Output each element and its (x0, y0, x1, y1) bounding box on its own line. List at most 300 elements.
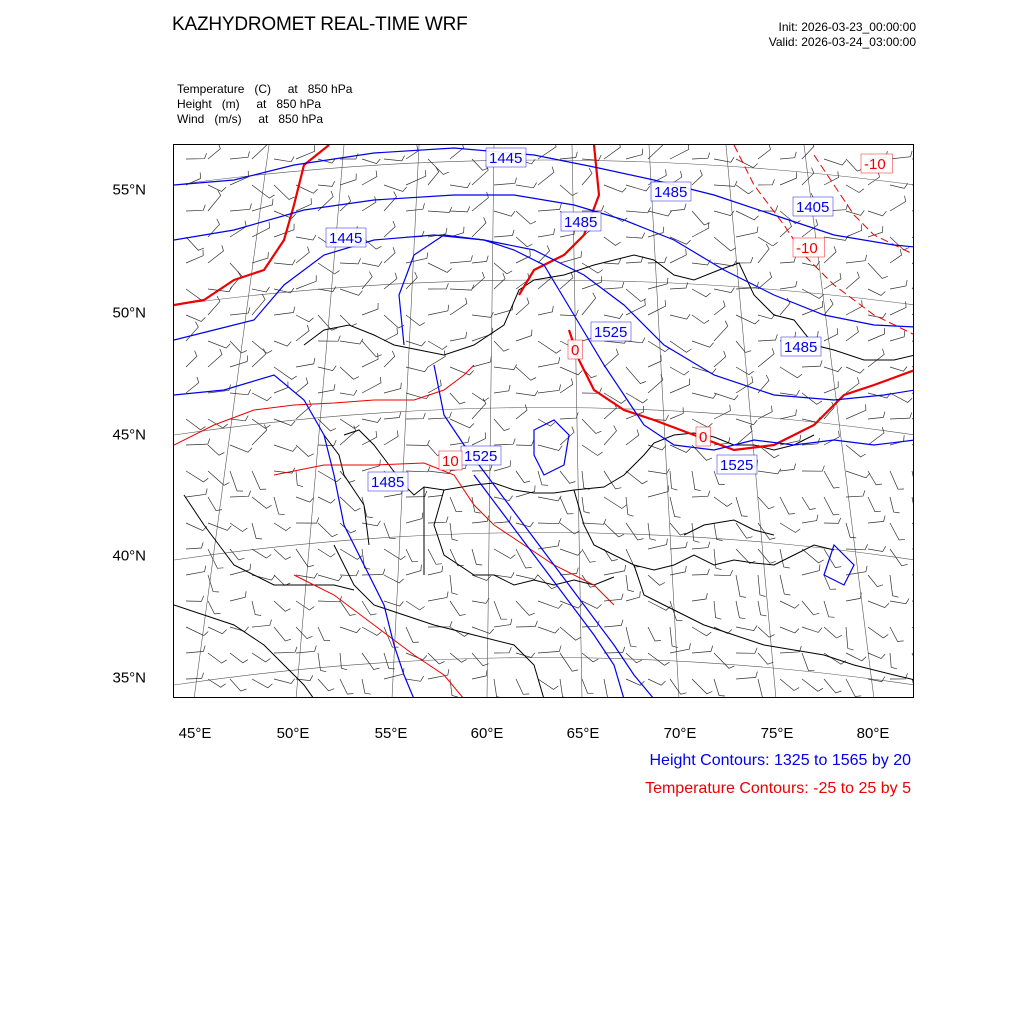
wind-barb (538, 518, 561, 524)
wind-barb (780, 390, 800, 395)
lat-lon-grid (174, 145, 914, 698)
wind-barb (406, 513, 423, 523)
wind-barb (406, 367, 428, 372)
wind-barb (692, 627, 711, 636)
wind-barb (736, 367, 754, 375)
wind-barb (890, 237, 909, 250)
wind-barb (626, 523, 644, 540)
wind-barb (626, 497, 634, 516)
wind-barb (318, 366, 336, 371)
wind-barb (186, 489, 207, 498)
wind-barb (582, 445, 603, 456)
chart-title: KAZHYDROMET REAL-TIME WRF (172, 14, 468, 35)
height-contour-closed-1545 (534, 420, 569, 475)
wind-barb (362, 159, 380, 164)
wind-barb (384, 221, 395, 237)
wind-barb (428, 167, 439, 185)
wind-barb (560, 627, 581, 640)
wind-barb (208, 653, 227, 663)
wind-barb (604, 426, 617, 446)
wind-barb (912, 599, 914, 604)
temperature-contour-legend: Temperature Contours: -25 to 25 by 5 (645, 780, 911, 797)
wind-barb (252, 393, 271, 401)
wind-barb (692, 569, 709, 575)
wind-barb (648, 300, 666, 315)
wind-barb (252, 199, 273, 211)
wind-barb (670, 367, 689, 375)
wind-barb (758, 145, 771, 159)
wind-barb (318, 575, 342, 581)
wind-barb (252, 497, 272, 508)
wind-barb (494, 365, 517, 370)
wind-barb (274, 382, 288, 394)
wind-barb (604, 145, 620, 159)
lon-label-75: 75°E (760, 725, 794, 742)
wind-barb (626, 627, 637, 647)
wind-barb (692, 170, 702, 185)
wind-barb (340, 174, 356, 185)
wind-barb (560, 679, 568, 698)
wind-barb (230, 523, 247, 532)
wind-barb (406, 676, 424, 681)
wind-barb (648, 486, 669, 497)
wind-barb (538, 245, 550, 263)
wind-barb (868, 211, 886, 216)
wind-barb (846, 523, 856, 538)
wind-barb (274, 341, 291, 346)
wind-barb (406, 315, 425, 326)
wind-barb (186, 153, 207, 159)
wind-field-label: Wind (m/s) at 850 hPa (177, 112, 324, 126)
wind-barb (868, 349, 884, 367)
parallel-55 (174, 160, 914, 185)
wind-barb (340, 523, 356, 533)
wind-barb (824, 328, 838, 341)
lat-label-55: 55°N (112, 181, 146, 199)
wind-barb (538, 357, 560, 367)
wind-barb (384, 412, 401, 419)
wind-barb (406, 145, 418, 159)
wind-barb (846, 593, 861, 602)
wind-barb (582, 168, 592, 185)
wind-barb (362, 272, 372, 290)
wind-barb (890, 249, 902, 263)
wind-barb (340, 426, 356, 445)
wind-barb (296, 445, 314, 456)
wind-barb (186, 315, 205, 322)
wind-barb (538, 385, 561, 394)
wind-barb (626, 207, 651, 212)
wind-barb (428, 341, 447, 350)
wind-barb (604, 565, 626, 575)
wind-barb (230, 591, 246, 601)
lat-label-45: 45°N (112, 426, 146, 444)
wind-barb (824, 497, 839, 515)
wind-barb (538, 646, 561, 653)
wind-barb (626, 393, 648, 403)
wind-barb (912, 471, 914, 493)
wind-barb (758, 653, 773, 664)
wind-barb (538, 204, 561, 211)
wind-barb (406, 203, 425, 211)
wind-barb (472, 312, 493, 317)
wind-barb (736, 227, 758, 238)
wind-barb (186, 471, 208, 482)
wind-barb (824, 381, 838, 393)
height-contour-1485 (174, 235, 914, 400)
wind-barb (494, 647, 511, 653)
wind-barb (472, 670, 487, 679)
wind-barb (758, 314, 775, 319)
wind-barb (340, 497, 360, 511)
lon-label-80: 80°E (856, 725, 890, 742)
wind-barb (406, 466, 430, 472)
wind-barb (362, 521, 380, 526)
wind-barb (494, 439, 515, 446)
wind-barb (670, 314, 690, 319)
wind-barb (252, 287, 270, 292)
wind-barb (230, 679, 246, 691)
wind-barb (670, 523, 686, 535)
wind-barb (802, 515, 818, 523)
wind-barb (890, 653, 897, 669)
wind-barb (780, 409, 797, 419)
wind-barb (912, 237, 914, 247)
wind-barb (406, 272, 417, 289)
wind-barb (802, 549, 824, 563)
wind-barb (186, 237, 204, 250)
wind-barb (780, 152, 796, 159)
wind-barb (736, 497, 748, 516)
wind-barb (868, 627, 888, 638)
wind-barb (824, 549, 841, 568)
wind-barb (670, 643, 690, 653)
wind-barb (692, 367, 716, 373)
wind-barb (230, 564, 251, 575)
wind-barb (450, 523, 458, 541)
wind-barb (340, 653, 347, 670)
map-canvas (174, 145, 914, 698)
temperature-contour-10b (274, 463, 614, 605)
wind-barb (670, 204, 686, 211)
wind-barb (890, 331, 905, 341)
wind-barb (208, 601, 221, 614)
wind-barb (802, 653, 815, 671)
wind-barb (208, 679, 226, 687)
wind-barb (450, 497, 462, 512)
wind-barb (648, 211, 672, 216)
wind-barb (604, 282, 624, 289)
temperature-contour-15 (294, 575, 464, 698)
wind-barb (714, 523, 723, 541)
wind-barb (670, 542, 687, 549)
wind-barb (186, 566, 206, 575)
wind-barb (384, 192, 397, 211)
wind-barb (450, 367, 474, 375)
wind-barb (868, 653, 885, 659)
wind-barb (692, 679, 712, 694)
wind-barb (846, 445, 866, 457)
lat-label-35: 35°N (112, 669, 146, 687)
wind-barb (670, 379, 690, 393)
wind-barb (208, 445, 224, 455)
wind-barb (824, 471, 840, 488)
wind-barb (274, 224, 294, 237)
wind-barb (208, 245, 224, 263)
wind-barb (692, 153, 710, 160)
wind-barb (736, 257, 753, 263)
wind-barb (648, 374, 663, 393)
wind-barb (296, 549, 314, 567)
wind-barb (582, 679, 594, 693)
wind-barb (824, 246, 836, 263)
wind-barb (560, 367, 582, 375)
wind-barb (802, 679, 823, 691)
wind-barb (846, 185, 864, 193)
wind-barb (538, 419, 555, 426)
wind-barb (824, 431, 839, 445)
wind-barb (912, 351, 914, 367)
forecast-times (769, 20, 916, 50)
wind-barb (296, 378, 308, 394)
wind-barb (252, 601, 261, 616)
wind-barb (362, 431, 377, 445)
wind-barb (780, 497, 795, 514)
wind-barb (428, 566, 443, 575)
wind-barb (692, 315, 709, 324)
wind-barb (538, 341, 561, 353)
country-borders (174, 255, 914, 698)
wind-barb (274, 627, 291, 641)
wind-barb (648, 539, 667, 549)
wind-barb (296, 518, 319, 524)
wind-barb (670, 249, 686, 263)
wind-barb (230, 389, 251, 394)
wind-barb (296, 471, 303, 487)
wind-barb (384, 328, 398, 341)
wind-barb (384, 523, 396, 538)
wind-barb (692, 419, 712, 427)
wind-barb (384, 383, 401, 393)
wind-barb (516, 237, 533, 247)
wind-barb (362, 341, 382, 357)
wind-barb (890, 367, 907, 372)
wind-barb (890, 575, 898, 597)
wind-barb (626, 233, 645, 239)
wind-barb (472, 393, 489, 401)
wind-barb (406, 565, 421, 575)
wind-barb (670, 407, 683, 419)
height-contour-label: 1525 (594, 324, 628, 341)
wind-barb (560, 427, 574, 445)
wind-barb (296, 275, 316, 289)
weather-map (173, 144, 914, 698)
wind-barb (560, 653, 578, 671)
wind-barb (780, 549, 790, 568)
temperature-contour-label: 10 (442, 453, 459, 470)
height-field-label: Height (m) at 850 hPa (177, 97, 322, 111)
wind-barb (384, 351, 395, 367)
wind-barb (582, 155, 601, 160)
wind-barb (296, 601, 314, 610)
wind-barb (824, 367, 842, 372)
wind-barb (626, 367, 646, 384)
wind-barb (824, 159, 846, 165)
wind-barb (384, 185, 407, 192)
wind-barb (252, 549, 271, 558)
wind-barb (538, 445, 562, 451)
wind-barb (450, 255, 473, 263)
wind-barb (758, 179, 775, 185)
wind-barb (604, 237, 621, 245)
wind-barb (340, 367, 359, 379)
wind-barb (230, 627, 249, 632)
wind-barb (318, 679, 334, 691)
wind-barb (362, 418, 381, 423)
wind-barb (340, 339, 363, 344)
wind-barb (560, 152, 577, 159)
temperature-contours (174, 145, 914, 698)
wind-barb (846, 679, 861, 697)
wind-barb (516, 621, 537, 627)
wind-barb (692, 542, 710, 549)
wind-barb (780, 367, 802, 378)
wind-barb (890, 435, 904, 445)
wind-barb (296, 325, 309, 341)
wind-barb (626, 185, 650, 191)
wind-barb (186, 377, 199, 393)
wind-barb (736, 626, 757, 631)
wind-barb (494, 273, 505, 289)
wind-barb (318, 596, 342, 602)
wind-barb (626, 289, 646, 302)
wind-barb (494, 178, 517, 185)
wind-barb (274, 575, 290, 586)
wind-barb (604, 647, 625, 653)
wind-barb (714, 211, 734, 216)
wind-barb (516, 367, 536, 380)
wind-barb (472, 653, 489, 666)
temperature-contour-label: 0 (571, 342, 580, 359)
wind-barb (890, 497, 900, 513)
temperature-field-label: Temperature (C) at 850 hPa (177, 82, 353, 96)
wind-barb (362, 303, 378, 315)
wind-barb (384, 668, 404, 679)
wind-barb (230, 445, 252, 452)
wind-barb (472, 549, 482, 565)
wind-barb (714, 601, 721, 619)
wind-barb (560, 471, 575, 483)
wind-barb (802, 601, 819, 615)
wind-barb (384, 601, 403, 606)
wind-barb (846, 490, 865, 497)
wind-barb (252, 341, 272, 353)
wind-barb (362, 653, 380, 670)
wind-barb (692, 341, 714, 347)
wind-barb (890, 627, 904, 642)
wind-barb (340, 601, 356, 616)
wind-barb (560, 412, 578, 419)
field-descriptions (177, 82, 352, 127)
wind-barb (648, 575, 665, 585)
wind-barb (582, 601, 602, 609)
wind-barb (494, 619, 512, 627)
wind-barb (406, 549, 418, 562)
wind-barb (472, 256, 488, 263)
wind-barb (384, 627, 398, 647)
wind-barb (252, 349, 266, 368)
wind-barb (604, 314, 623, 319)
wind-barb (428, 653, 445, 664)
wind-barb (890, 471, 904, 489)
lon-label-45: 45°E (178, 725, 212, 742)
wind-barb (582, 276, 602, 289)
wind-barb (516, 549, 532, 568)
wind-barb (912, 297, 914, 315)
wind-barb (560, 251, 582, 263)
wind-barb (208, 190, 221, 211)
temperature-contour-label: -10 (796, 240, 818, 257)
wind-barb (604, 349, 618, 367)
wind-barb (802, 627, 822, 632)
wind-barb (318, 384, 335, 393)
wind-barb (384, 247, 395, 263)
wind-barb (318, 440, 336, 446)
wind-barb (912, 679, 914, 696)
wind-barb (868, 328, 885, 341)
wind-barb (912, 341, 914, 346)
wind-barb (670, 627, 678, 648)
wind-barb (714, 497, 732, 506)
wind-barb (362, 569, 385, 575)
wind-barb (868, 497, 881, 512)
wind-barb (538, 228, 555, 237)
wind-barb (472, 575, 491, 581)
wind-barb (758, 237, 778, 246)
wind-barb (714, 679, 725, 696)
wind-barb (582, 497, 590, 513)
wind-barb (912, 270, 914, 289)
wind-barb (604, 259, 621, 264)
wind-barb (890, 413, 912, 420)
wind-barb (890, 523, 905, 540)
wind-barb (714, 549, 722, 570)
wind-barb (274, 185, 295, 200)
wind-barb (714, 321, 728, 341)
wind-barb (450, 332, 467, 341)
wind-barb (406, 440, 430, 446)
wind-barb (890, 151, 912, 159)
wind-barb (230, 263, 248, 277)
wind-barb (604, 497, 627, 509)
wind-barb (362, 353, 378, 367)
wind-barb (846, 404, 866, 419)
wind-barb (560, 497, 573, 514)
wind-barb (626, 149, 643, 159)
height-contour-label: 1485 (784, 339, 818, 356)
wind-barb (472, 356, 491, 367)
wind-barb (362, 377, 381, 393)
wind-barb (428, 207, 452, 212)
wind-barb (582, 549, 596, 562)
wind-barb (450, 285, 474, 291)
wind-barb (406, 627, 419, 642)
wind-barb (208, 471, 229, 485)
wind-barb (868, 575, 883, 587)
wind-barb (318, 336, 340, 342)
wind-barb (296, 627, 313, 639)
wind-barb (846, 627, 854, 650)
